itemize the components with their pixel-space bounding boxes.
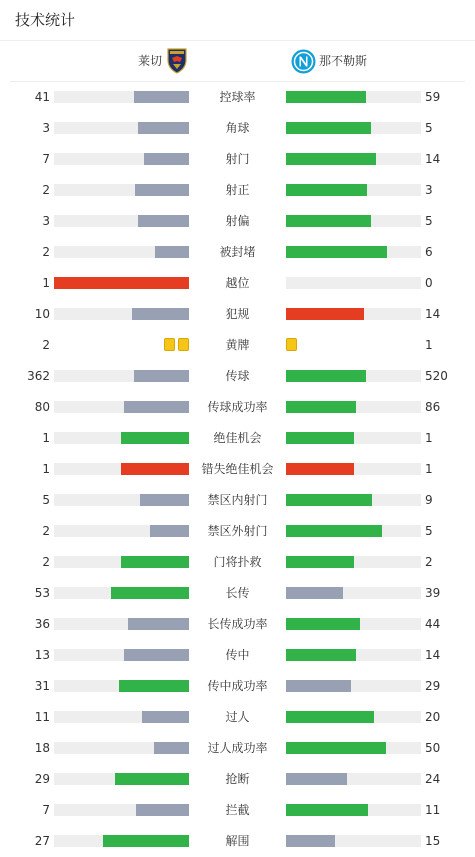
stat-label: 门将扑救 — [213, 555, 262, 569]
away-value: 520 — [425, 369, 448, 383]
stat-label: 长传 — [225, 586, 250, 600]
away-bar-fill — [286, 525, 382, 537]
away-value: 24 — [425, 772, 441, 786]
away-value: 1 — [425, 431, 433, 445]
away-bar-track — [286, 401, 421, 413]
stat-row — [0, 268, 475, 299]
home-bar-fill — [144, 153, 189, 165]
home-bar-track — [54, 370, 189, 382]
away-bar-fill — [286, 773, 347, 785]
home-bar-fill — [121, 432, 189, 444]
away-bar-track — [286, 494, 421, 506]
away-bar-track — [286, 556, 421, 568]
home-bar-fill — [132, 308, 189, 320]
stat-row — [0, 423, 475, 454]
home-bar-track — [54, 804, 189, 816]
away-bar-fill — [286, 122, 371, 134]
home-value: 2 — [42, 338, 50, 352]
away-bar-track — [286, 277, 421, 289]
away-bar-track — [286, 184, 421, 196]
away-bar-fill — [286, 153, 376, 165]
teams-row — [10, 41, 465, 82]
lecce-crest-icon — [167, 48, 187, 74]
home-value: 1 — [42, 431, 50, 445]
away-value: 14 — [425, 648, 441, 662]
yellow-card-icon — [164, 338, 175, 351]
stat-row — [0, 144, 475, 175]
stat-label: 解围 — [225, 834, 250, 848]
home-bar-track — [54, 680, 189, 692]
away-bar-fill — [286, 184, 367, 196]
home-value: 2 — [42, 245, 50, 259]
away-value: 86 — [425, 400, 441, 414]
home-bar-fill — [124, 649, 189, 661]
stat-row — [0, 826, 475, 857]
home-value: 10 — [34, 307, 50, 321]
yellow-card-icon — [286, 338, 297, 351]
stat-label: 黄牌 — [225, 338, 250, 352]
stat-row — [0, 671, 475, 702]
away-bar-track — [286, 835, 421, 847]
stat-row — [0, 82, 475, 113]
away-team-name: 那不勒斯 — [319, 54, 368, 68]
home-bar-track — [54, 122, 189, 134]
away-bar-fill — [286, 246, 387, 258]
home-bar-fill — [155, 246, 189, 258]
home-value: 362 — [27, 369, 50, 383]
stat-row — [0, 330, 475, 361]
away-value: 14 — [425, 152, 441, 166]
stats-header — [0, 0, 475, 41]
home-bar-track — [54, 91, 189, 103]
stat-row — [0, 640, 475, 671]
stat-label: 过人 — [225, 710, 250, 724]
home-bar-track — [54, 835, 189, 847]
stat-row — [0, 516, 475, 547]
away-bar-track — [286, 370, 421, 382]
away-value: 5 — [425, 121, 433, 135]
home-bar-fill — [138, 215, 189, 227]
home-bar-fill — [154, 742, 189, 754]
stat-row — [0, 299, 475, 330]
home-value: 2 — [42, 524, 50, 538]
away-value: 15 — [425, 834, 441, 848]
away-bar-track — [286, 618, 421, 630]
stat-row — [0, 206, 475, 237]
away-yellow-cards — [286, 338, 300, 352]
home-bar-fill — [150, 525, 189, 537]
away-bar-fill — [286, 804, 368, 816]
away-bar-fill — [286, 835, 335, 847]
home-value: 1 — [42, 276, 50, 290]
away-bar-track — [286, 463, 421, 475]
stat-row — [0, 702, 475, 733]
stat-label: 长传成功率 — [207, 617, 268, 631]
home-value: 1 — [42, 462, 50, 476]
away-bar-track — [286, 525, 421, 537]
home-bar-track — [54, 556, 189, 568]
away-bar-fill — [286, 556, 354, 568]
stat-label: 禁区外射门 — [207, 524, 268, 538]
stat-row — [0, 795, 475, 826]
home-value: 2 — [42, 183, 50, 197]
home-bar-track — [54, 277, 189, 289]
home-bar-track — [54, 153, 189, 165]
home-bar-fill — [136, 804, 189, 816]
away-bar-track — [286, 680, 421, 692]
home-bar-track — [54, 463, 189, 475]
away-value: 39 — [425, 586, 441, 600]
home-bar-track — [54, 618, 189, 630]
napoli-crest-icon — [291, 49, 316, 74]
stat-label: 射正 — [225, 183, 250, 197]
stat-label: 传中 — [225, 648, 250, 662]
stat-label: 禁区内射门 — [207, 493, 268, 507]
stat-row — [0, 237, 475, 268]
stat-row — [0, 485, 475, 516]
home-value: 7 — [42, 152, 50, 166]
home-value: 36 — [34, 617, 50, 631]
home-bar-track — [54, 773, 189, 785]
stat-label: 错失绝佳机会 — [201, 462, 274, 476]
stat-row — [0, 609, 475, 640]
stat-row — [0, 392, 475, 423]
stat-row — [0, 547, 475, 578]
home-bar-track — [54, 649, 189, 661]
home-value: 80 — [34, 400, 50, 414]
away-value: 14 — [425, 307, 441, 321]
away-bar-fill — [286, 649, 356, 661]
away-bar-fill — [286, 494, 372, 506]
away-bar-fill — [286, 680, 351, 692]
away-value: 59 — [425, 90, 441, 104]
away-bar-fill — [286, 742, 386, 754]
home-bar-track — [54, 215, 189, 227]
away-value: 2 — [425, 555, 433, 569]
stat-label: 射偏 — [225, 214, 250, 228]
stat-row — [0, 733, 475, 764]
stat-label: 射门 — [225, 152, 250, 166]
home-bar-fill — [135, 184, 189, 196]
home-value: 3 — [42, 121, 50, 135]
away-value: 20 — [425, 710, 441, 724]
away-value: 5 — [425, 214, 433, 228]
away-bar-track — [286, 91, 421, 103]
away-value: 3 — [425, 183, 433, 197]
stat-label: 抢断 — [225, 772, 250, 786]
home-bar-fill — [119, 680, 189, 692]
stat-label: 控球率 — [219, 90, 256, 104]
home-bar-fill — [140, 494, 189, 506]
home-bar-track — [54, 525, 189, 537]
away-bar-fill — [286, 432, 354, 444]
home-bar-track — [54, 742, 189, 754]
home-bar-track — [54, 184, 189, 196]
home-bar-fill — [128, 618, 189, 630]
away-bar-fill — [286, 308, 364, 320]
home-bar-fill — [121, 556, 189, 568]
home-yellow-cards — [161, 338, 189, 352]
away-bar-fill — [286, 370, 366, 382]
page-title: 技术统计 — [15, 11, 76, 29]
home-bar-track — [54, 308, 189, 320]
stat-row — [0, 361, 475, 392]
away-bar-fill — [286, 215, 371, 227]
stat-row — [0, 764, 475, 795]
away-bar-track — [286, 773, 421, 785]
yellow-card-icon — [178, 338, 189, 351]
home-value: 27 — [34, 834, 50, 848]
home-bar-track — [54, 587, 189, 599]
stat-label: 拦截 — [225, 803, 250, 817]
away-value: 9 — [425, 493, 433, 507]
stat-label: 犯规 — [225, 307, 250, 321]
home-bar-fill — [111, 587, 189, 599]
stat-row — [0, 175, 475, 206]
away-bar-track — [286, 742, 421, 754]
stat-row — [0, 578, 475, 609]
home-bar-fill — [142, 711, 189, 723]
home-bar-fill — [134, 91, 189, 103]
away-bar-track — [286, 587, 421, 599]
home-bar-fill — [124, 401, 189, 413]
home-value: 2 — [42, 555, 50, 569]
away-bar-track — [286, 711, 421, 723]
home-team-name: 莱切 — [137, 54, 162, 68]
home-bar-fill — [121, 463, 189, 475]
stat-row — [0, 454, 475, 485]
home-bar-fill — [115, 773, 189, 785]
away-value: 1 — [425, 462, 433, 476]
home-value: 13 — [34, 648, 50, 662]
away-bar-fill — [286, 711, 374, 723]
away-bar-fill — [286, 587, 343, 599]
away-value: 6 — [425, 245, 433, 259]
away-value: 0 — [425, 276, 433, 290]
stat-label: 传中成功率 — [207, 679, 268, 693]
stat-label: 传球 — [225, 369, 250, 383]
stat-label: 被封堵 — [219, 245, 256, 259]
away-bar-track — [286, 122, 421, 134]
away-value: 11 — [425, 803, 441, 817]
away-bar-track — [286, 308, 421, 320]
away-bar-track — [286, 153, 421, 165]
away-bar-track — [286, 432, 421, 444]
stat-label: 过人成功率 — [207, 741, 268, 755]
away-bar-fill — [286, 618, 360, 630]
home-value: 31 — [34, 679, 50, 693]
home-bar-track — [54, 246, 189, 258]
away-bar-track — [286, 649, 421, 661]
stat-label: 越位 — [225, 276, 250, 290]
away-bar-fill — [286, 401, 356, 413]
home-value: 41 — [34, 90, 50, 104]
home-bar-fill — [138, 122, 189, 134]
stat-label: 绝佳机会 — [213, 431, 262, 445]
away-bar-track — [286, 804, 421, 816]
away-value: 5 — [425, 524, 433, 538]
home-value: 7 — [42, 803, 50, 817]
away-bar-track — [286, 215, 421, 227]
away-bar-fill — [286, 463, 354, 475]
away-value: 29 — [425, 679, 441, 693]
home-bar-track — [54, 401, 189, 413]
stat-label: 传球成功率 — [207, 400, 268, 414]
stat-row — [0, 113, 475, 144]
away-value: 1 — [425, 338, 433, 352]
home-bar-fill — [103, 835, 189, 847]
home-value: 11 — [34, 710, 50, 724]
home-bar-track — [54, 494, 189, 506]
stat-label: 角球 — [225, 121, 250, 135]
away-bar-fill — [286, 91, 366, 103]
away-bar-track — [286, 246, 421, 258]
home-bar-track — [54, 432, 189, 444]
away-value: 44 — [425, 617, 441, 631]
home-bar-fill — [134, 370, 189, 382]
away-value: 50 — [425, 741, 441, 755]
home-value: 29 — [34, 772, 50, 786]
home-bar-fill — [54, 277, 189, 289]
home-value: 5 — [42, 493, 50, 507]
home-value: 53 — [34, 586, 50, 600]
home-value: 18 — [34, 741, 50, 755]
home-value: 3 — [42, 214, 50, 228]
home-bar-track — [54, 711, 189, 723]
